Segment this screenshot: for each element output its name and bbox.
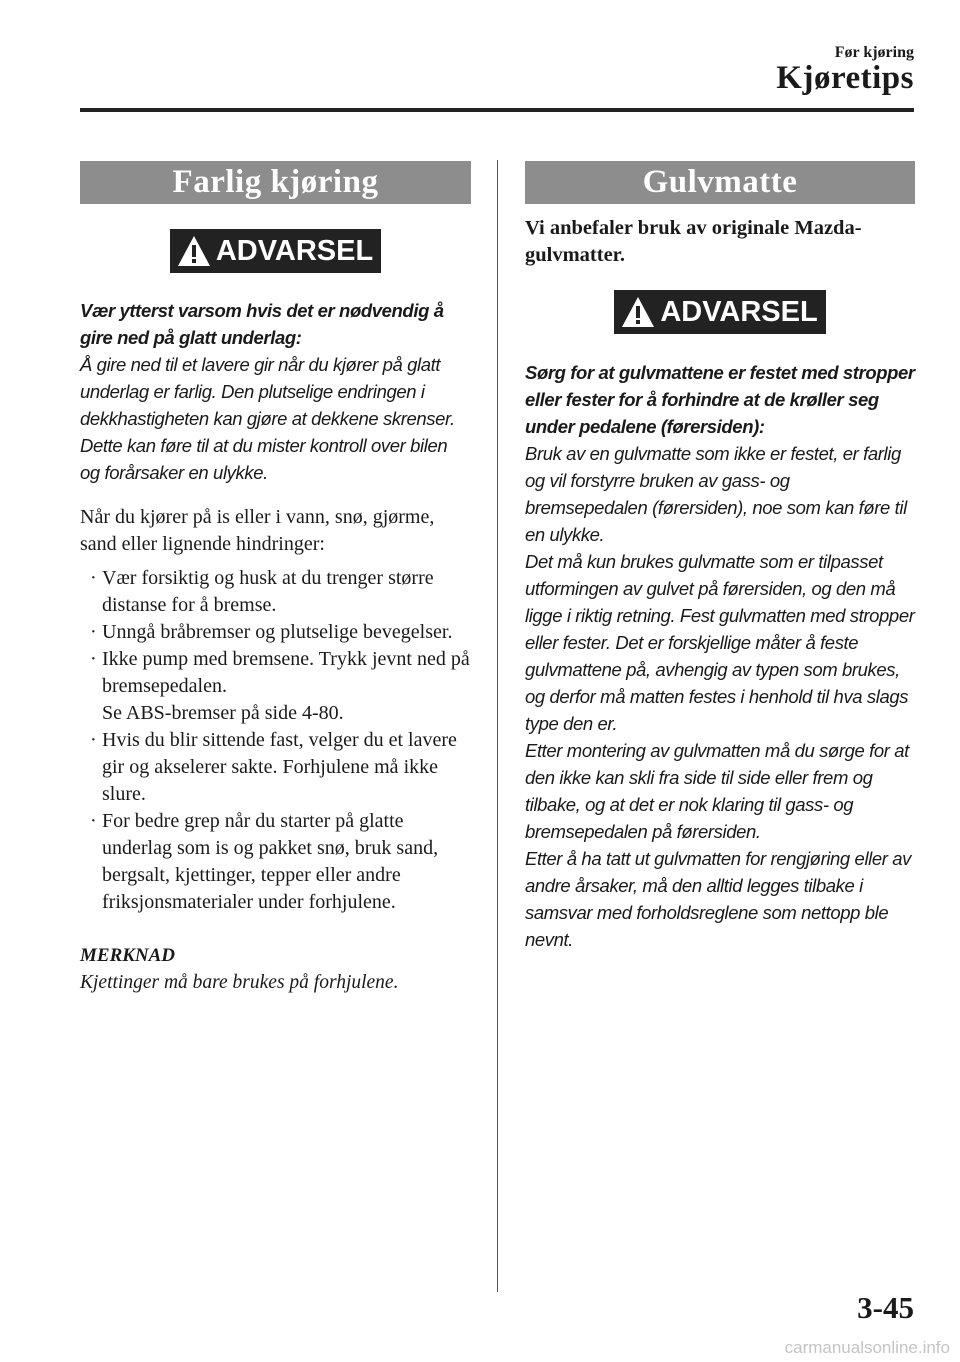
- warning-triangle-icon: [176, 234, 212, 268]
- intro-paragraph: Når du kjører på is eller i vann, snø, gjørme, sand eller lignende hindringer:: [80, 506, 435, 555]
- bullet-dot-icon: ·: [90, 567, 97, 589]
- note-block: [80, 942, 471, 996]
- header-title: Kjøretips: [776, 60, 914, 96]
- bullet-dot-icon: ·: [90, 621, 97, 643]
- warning-paragraph: Det må kun brukes gulvmatte som er tilpasset utformingen av gulvet på førersiden, og den må ligge i riktig retning. Fest gulvmatten med stropper eller fester. Det er forskjellige måter å feste gulvmattene på, avhengig av typen som brukes, og derfor må matten festes i henhold til hva slags type den er.: [525, 551, 915, 734]
- list-item: · Hvis du blir sittende fast, velger du et lavere gir og akselerer sakte. Forhjulene må ikke slure.: [90, 729, 457, 805]
- warning-text: Å gire ned til et lavere gir når du kjører på glatt underlag er farlig. Den plutselige endringen i dekkhastigheten kan gjøre at dekkene skrenser. Dette kan føre til at du mister kontroll over bilen og forårsaker en ulykke.: [80, 354, 455, 483]
- bullet-dot-icon: ·: [90, 648, 97, 670]
- note-heading: MERKNAD: [80, 945, 176, 966]
- list-item: · For bedre grep når du starter på glatte underlag som is og pakket snø, bruk sand, bergsalt, kjettinger, tepper eller andre friksjonsmaterialer under forhjulene.: [90, 810, 439, 913]
- bullet-list: [80, 565, 471, 916]
- warning-label: ADVARSEL: [660, 295, 818, 328]
- warning-badge: [614, 290, 825, 334]
- header-section-label: Før kjøring: [834, 44, 914, 61]
- note-text: Kjettinger må bare brukes på forhjulene.: [80, 972, 399, 993]
- section-banner-farlig-kjoring: Farlig kjøring: [80, 161, 471, 204]
- page-number: 3-45: [857, 1290, 914, 1325]
- warning-paragraph: Bruk av en gulvmatte som ikke er festet, er farlig og vil forstyrre bruken av gass- og bremsepedalen (førersiden), noe som kan føre til en ulykke.: [525, 443, 907, 545]
- header-rule: [80, 108, 914, 112]
- warning-paragraph: Etter å ha tatt ut gulvmatten for rengjøring eller av andre årsaker, må den alltid legges tilbake i samsvar med forholdsreglene som nettopp ble nevnt.: [525, 848, 911, 950]
- bullet-dot-icon: ·: [90, 810, 97, 832]
- left-column: [80, 161, 471, 996]
- column-divider: [497, 160, 498, 1292]
- list-item: · Ikke pump med bremsene. Trykk jevnt ned på bremsepedalen. Se ABS-bremser på side 4-80.: [90, 648, 470, 724]
- warning-badge: [170, 229, 381, 273]
- warning-heading: Vær ytterst varsom hvis det er nødvendig å gire ned på glatt underlag:: [80, 300, 444, 348]
- right-column: [525, 161, 915, 953]
- warning-block: [525, 290, 915, 334]
- bullet-dot-icon: ·: [90, 729, 97, 751]
- list-item: · Unngå bråbremser og plutselige bevegelser.: [80, 619, 471, 646]
- warning-label: ADVARSEL: [215, 234, 374, 267]
- list-item: · Vær forsiktig og husk at du trenger større distanse for å bremse.: [90, 567, 434, 616]
- warning-block: [80, 229, 471, 273]
- warning-paragraph: Etter montering av gulvmatten må du sørge for at den ikke kan skli fra side til side eller frem og tilbake, og at det er nok klaring til gass- og bremsepedalen på førersiden.: [525, 740, 909, 842]
- section-banner-gulvmatte: Gulvmatte: [525, 161, 915, 204]
- recommendation-text: Vi anbefaler bruk av originale Mazda-gulvmatter.: [525, 217, 862, 266]
- warning-triangle-icon: [620, 295, 656, 329]
- warning-heading: Sørg for at gulvmattene er festet med stropper eller fester for å forhindre at de krøller seg under pedalene (førersiden):: [525, 362, 915, 437]
- watermark: carmanualsonline.info: [784, 1338, 950, 1357]
